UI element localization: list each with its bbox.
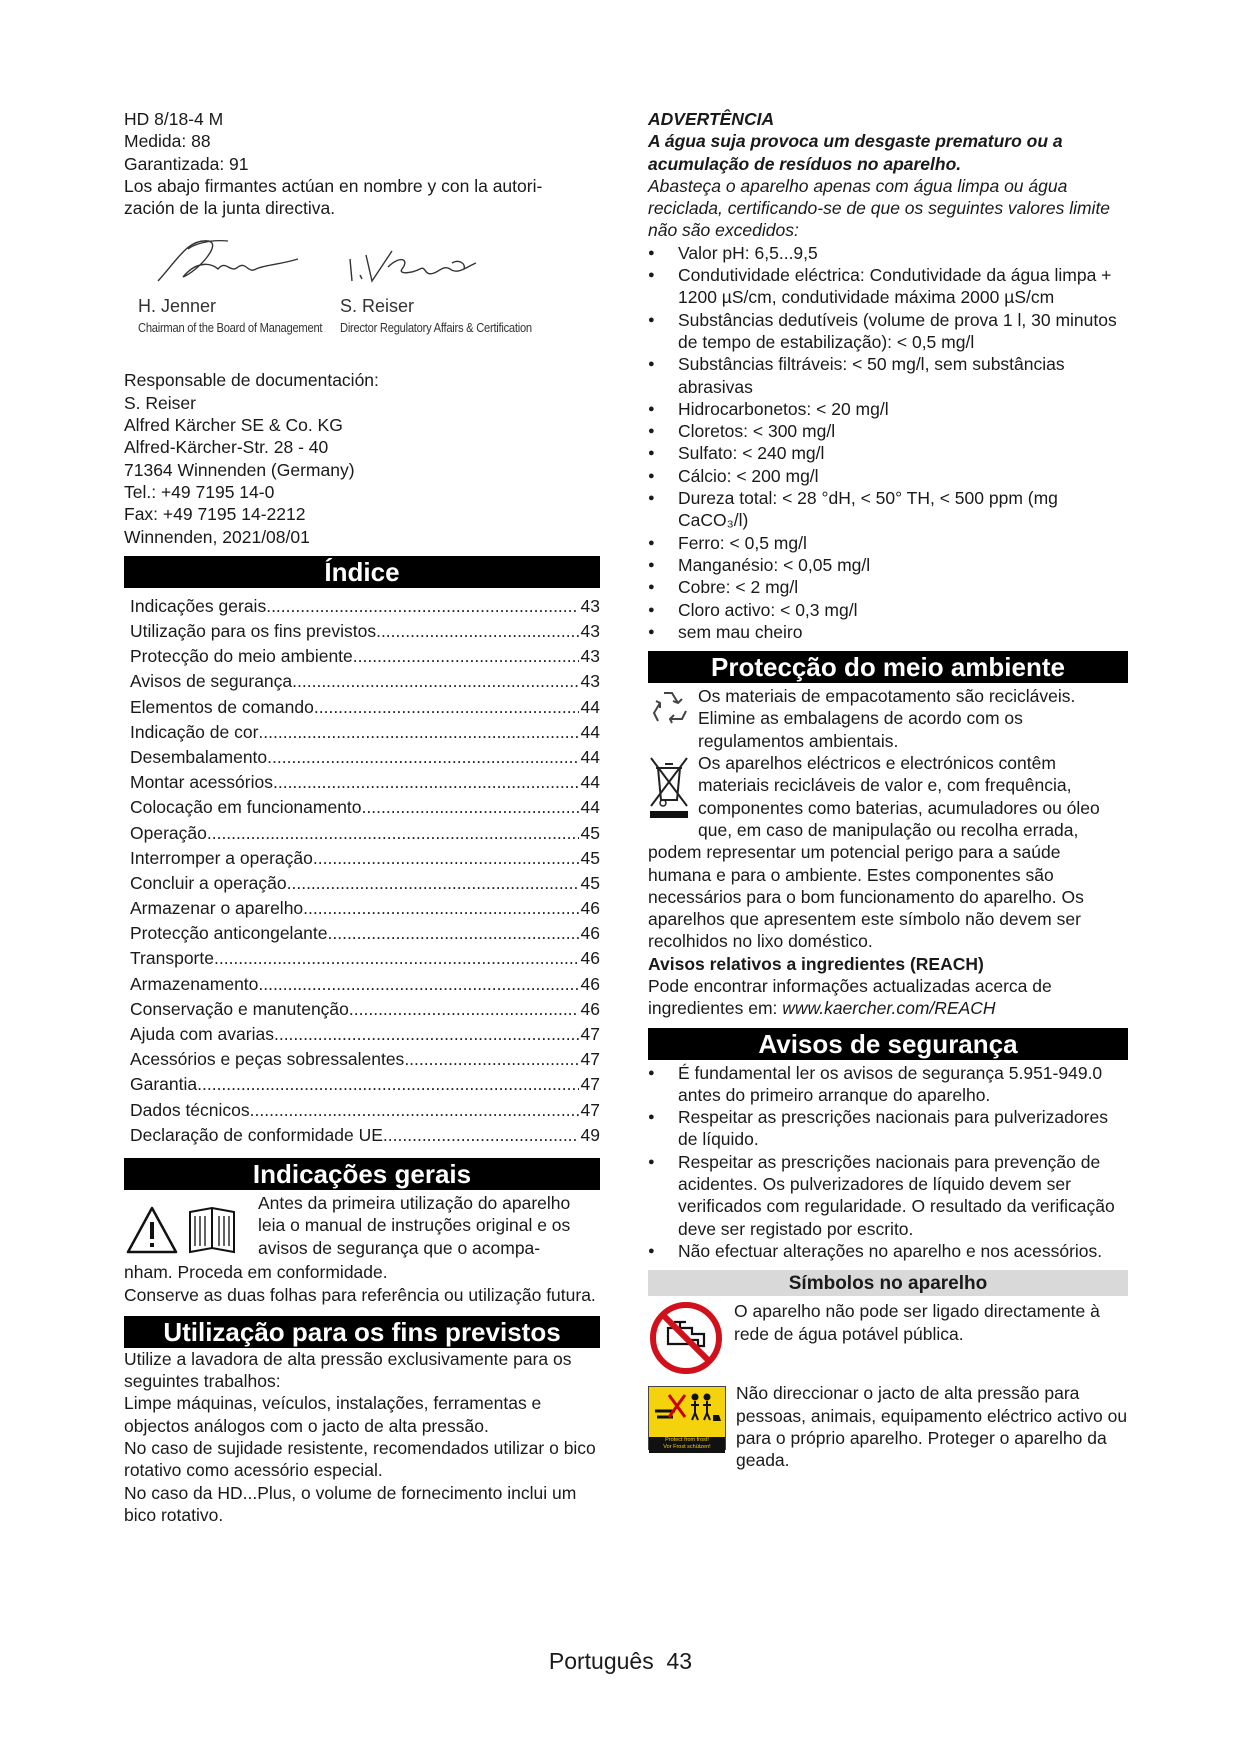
toc-item[interactable]: Acessórios e peças sobressalentes ..... 47 <box>130 1047 600 1072</box>
doc-line: S. Reiser <box>124 392 196 413</box>
intended-paragraph: Limpe máquinas, veículos, instalações, ferramentas e objectos análogos com o jacto de alta pressão. <box>124 1393 542 1436</box>
list-item: ● sem mau cheiro <box>648 621 1128 643</box>
crossed-bin-icon <box>648 754 690 820</box>
list-item: ● Respeitar as prescrições nacionais para pulverizadores de líquido. <box>648 1106 1128 1151</box>
safety-heading: Avisos de segurança <box>648 1028 1128 1060</box>
page-footer <box>0 1650 1241 1672</box>
doc-line: Fax: +49 7195 14-2212 <box>124 504 306 525</box>
doc-line: Winnenden, 2021/08/01 <box>124 526 310 547</box>
declaration-text-1: Los abajo firmantes actúan en nombre y con la autori- <box>124 175 543 196</box>
signature-role: Director Regulatory Affairs & Certification <box>340 320 532 336</box>
intended-paragraph: No caso da HD...Plus, o volume de fornecimento inclui um bico rotativo. <box>124 1482 577 1525</box>
doc-line: Responsable de documentación: <box>124 370 379 391</box>
signature-name: S. Reiser <box>340 295 415 316</box>
warning-manual-icon <box>124 1206 254 1256</box>
high-pressure-jet-icon <box>649 1387 725 1431</box>
toc-item[interactable]: Avisos de segurança ..... 43 <box>130 669 600 694</box>
signature-role: Chairman of the Board of Management <box>138 320 323 336</box>
symbols-heading: Símbolos no aparelho <box>648 1270 1128 1296</box>
general-text-line: Antes da primeira utilização do aparelho <box>258 1192 571 1213</box>
weee-notice <box>648 752 1128 953</box>
warning-label: ADVERTÊNCIA <box>648 109 775 129</box>
doc-line: Alfred Kärcher SE & Co. KG <box>124 415 343 436</box>
list-item: ● Condutividade eléctrica: Condutividade da água limpa + 1200 µS/cm, condutividade máxima 2000 µS/cm <box>648 264 1128 309</box>
toc-item[interactable]: Elementos de comando ..... 44 <box>130 695 600 720</box>
list-item: ● Hidrocarbonetos: < 20 mg/l <box>648 398 1128 420</box>
list-item: ● Ferro: < 0,5 mg/l <box>648 532 1128 554</box>
list-item: ● Cobre: < 2 mg/l <box>648 576 1128 598</box>
toc-item[interactable]: Garantia ..... 47 <box>130 1072 600 1097</box>
signature-reiser <box>340 219 560 339</box>
toc-item[interactable]: Indicação de cor ..... 44 <box>130 720 600 745</box>
jet-warning-label <box>648 1386 726 1450</box>
intended-use-heading: Utilização para os fins previstos <box>124 1316 600 1348</box>
toc-item[interactable]: Operação ..... 45 <box>130 821 600 846</box>
list-item: ● Valor pH: 6,5...9,5 <box>648 242 1128 264</box>
general-paragraph: Conserve as duas folhas para referência ou utilização futura. <box>124 1284 596 1305</box>
doc-line: Alfred-Kärcher-Str. 28 - 40 <box>124 437 329 458</box>
left-column <box>124 108 600 1526</box>
toc-item[interactable]: Indicações gerais ..... 43 <box>130 594 600 619</box>
doc-line: 71364 Winnenden (Germany) <box>124 459 355 480</box>
declaration-header <box>124 108 600 219</box>
weee-text: Os aparelhos eléctricos e electrónicos contêm materiais recicláveis de valor e, com frequência, componentes como baterias, acumuladores ou óleo que, em caso de manipulação ou recolha errada, podem representar um potencial perigo para a saúde humana e para o ambiente. Estes componentes são necessários para o bom funcionamento do aparelho. Os aparelhos que apresentem este símbolo não devem ser recolhidos no lixo doméstico. <box>648 753 1100 952</box>
list-item: ● Dureza total: < 28 °dH, < 50° TH, < 500 ppm (mg CaCO₃/l) <box>648 487 1128 532</box>
warning-text: Abasteça o aparelho apenas com água limpa ou água reciclada, certificando-se de que os seguintes valores limite não são excedidos: <box>648 175 1111 241</box>
toc-item[interactable]: Ajuda com avarias ..... 47 <box>130 1022 600 1047</box>
reach-link[interactable]: www.kaercher.com/REACH <box>782 998 996 1019</box>
symbol-text: O aparelho não pode ser ligado directamente à rede de água potável pública. <box>734 1301 1100 1344</box>
intended-paragraph: No caso de sujidade resistente, recomendados utilizar o bico rotativo como acessório especial. <box>124 1438 596 1481</box>
model-line: HD 8/18-4 M <box>124 109 224 129</box>
toc-item[interactable]: Armazenamento ..... 46 <box>130 972 600 997</box>
symbol-row-potable-water <box>648 1300 1128 1376</box>
toc-item[interactable]: Interromper a operação ..... 45 <box>130 846 600 871</box>
frost-label <box>649 1437 725 1453</box>
intended-paragraph: Utilize a lavadora de alta pressão exclusivamente para os seguintes trabalhos: <box>124 1348 572 1392</box>
list-item: ● Cálcio: < 200 mg/l <box>648 465 1128 487</box>
list-item: ● É fundamental ler os avisos de segurança 5.951-949.0 antes do primeiro arranque do aparelho. <box>648 1062 1128 1107</box>
list-item: ● Substâncias filtráveis: < 50 mg/l, sem substâncias abrasivas <box>648 353 1128 398</box>
reach-heading: Avisos relativos a ingredientes (REACH) <box>648 953 984 974</box>
recycle-text: Os materiais de empacotamento são recicláveis. Elimine as embalagens de acordo com os regulamentos ambientais. <box>698 686 1076 751</box>
toc-item[interactable]: Colocação em funcionamento ..... 44 <box>130 795 600 820</box>
right-column <box>648 108 1128 1471</box>
signature-scribble-icon <box>340 219 510 289</box>
general-text-continued: nham. Proceda em conformidade. <box>124 1262 388 1283</box>
toc-item[interactable]: Montar acessórios ..... 44 <box>130 770 600 795</box>
list-item: ● Cloro activo: < 0,3 mg/l <box>648 599 1128 621</box>
toc-item[interactable]: Concluir a operação ..... 45 <box>130 871 600 896</box>
toc-item[interactable]: Desembalamento ..... 44 <box>130 745 600 770</box>
water-limits-list <box>648 242 1128 643</box>
guaranteed-line: Garantizada: 91 <box>124 153 249 174</box>
signature-scribble-icon <box>138 219 308 289</box>
toc-item[interactable]: Transporte ..... 46 <box>130 946 600 971</box>
list-item: ● Cloretos: < 300 mg/l <box>648 420 1128 442</box>
list-item: ● Sulfato: < 240 mg/l <box>648 442 1128 464</box>
general-text-line: leia o manual de instruções original e os <box>258 1215 571 1236</box>
toc-item[interactable]: Protecção anticongelante ..... 46 <box>130 921 600 946</box>
general-notice <box>124 1192 600 1261</box>
list-item: ● Não efectuar alterações no aparelho e nos acessórios. <box>648 1240 1128 1262</box>
list-item: ● Substâncias dedutíveis (volume de prova 1 l, 30 minutos de tempo de estabilização): < 0,5 mg/l <box>648 309 1128 354</box>
safety-list <box>648 1062 1128 1263</box>
toc-item[interactable]: Protecção do meio ambiente ..... 43 <box>130 644 600 669</box>
reach-paragraph <box>648 975 1128 1020</box>
declaration-text-2: zación de la junta directiva. <box>124 198 336 219</box>
footer-language: Português <box>548 1648 654 1674</box>
toc-item[interactable]: Declaração de conformidade UE ..... 49 <box>130 1123 600 1148</box>
warning-bold-text: A água suja provoca um desgaste prematuro ou a acumulação de resíduos no aparelho. <box>648 131 1063 174</box>
signature-jenner <box>138 219 358 339</box>
general-icons <box>124 1192 258 1261</box>
frost-label-de: Vor Frost schützen! <box>663 1443 711 1450</box>
symbol-text: Não direccionar o jacto de alta pressão para pessoas, animais, equipamento eléctrico activo ou para o próprio aparelho. Proteger o aparelho da geada. <box>736 1383 1128 1471</box>
doc-line: Tel.: +49 7195 14-0 <box>124 481 275 502</box>
general-heading: Indicações gerais <box>124 1158 600 1190</box>
signature-name: H. Jenner <box>138 295 217 316</box>
toc-item[interactable]: Conservação e manutenção ..... 46 <box>130 997 600 1022</box>
list-item: ● Manganésio: < 0,05 mg/l <box>648 554 1128 576</box>
no-potable-water-connection-icon <box>648 1300 724 1376</box>
reach-text: Pode encontrar informações actualizadas acerca de ingredientes em: <box>648 975 1052 1019</box>
recycle-notice <box>648 685 1128 752</box>
recycle-icon-box <box>648 685 698 752</box>
toc-item[interactable]: Utilização para os fins previstos ..... 43 <box>130 619 600 644</box>
table-of-contents <box>130 594 600 1148</box>
list-item: ● Respeitar as prescrições nacionais para prevenção de acidentes. Os pulverizadores de líquido devem ser verificados com regularidade. O resultado da verificação deve ser registado por escrito. <box>648 1151 1128 1240</box>
toc-item[interactable]: Dados técnicos ..... 47 <box>130 1098 600 1123</box>
footer-page-number: 43 <box>666 1648 693 1674</box>
general-text-line: avisos de segurança que o acompa- <box>258 1237 541 1258</box>
frost-label-en: Protect from frost! <box>665 1436 709 1443</box>
general-icon-text <box>258 1192 570 1261</box>
signatures <box>124 219 600 369</box>
symbol-row-jet <box>648 1382 1128 1471</box>
documentation-block <box>124 369 600 547</box>
toc-item[interactable]: Armazenar o aparelho ..... 46 <box>130 896 600 921</box>
recycle-icon <box>648 687 692 731</box>
measured-line: Medida: 88 <box>124 131 211 152</box>
index-heading: Índice <box>124 556 600 588</box>
environment-heading: Protecção do meio ambiente <box>648 651 1128 683</box>
